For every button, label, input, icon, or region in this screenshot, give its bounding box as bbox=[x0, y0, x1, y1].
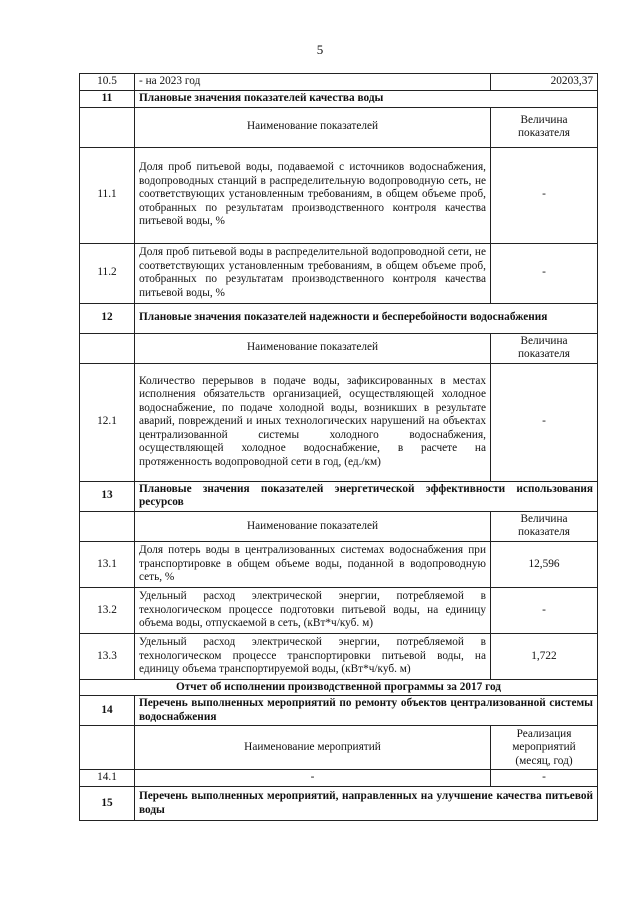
row-13-1 bbox=[80, 541, 598, 587]
empty-cell bbox=[80, 107, 135, 147]
row-value: - bbox=[491, 587, 598, 633]
row-value: 1,722 bbox=[491, 633, 598, 679]
section-number: 14 bbox=[80, 696, 135, 726]
section-11-row bbox=[80, 91, 598, 108]
row-14-1 bbox=[80, 770, 598, 787]
section-title: Перечень выполненных мероприятий, направленных на улучшение качества питьевой воды bbox=[135, 787, 598, 821]
row-10-5 bbox=[80, 74, 598, 91]
column-header-value: Величина показателя bbox=[491, 511, 598, 541]
row-value: 20203,37 bbox=[491, 74, 598, 91]
section-title: Плановые значения показателей качества воды bbox=[135, 91, 598, 108]
row-number: 13.1 bbox=[80, 541, 135, 587]
section-number: 11 bbox=[80, 91, 135, 108]
section-13-row bbox=[80, 481, 598, 511]
section-title: Плановые значения показателей надежности и бесперебойности водоснабжения bbox=[135, 303, 598, 333]
row-value: - bbox=[491, 243, 598, 303]
section-number: 12 bbox=[80, 303, 135, 333]
section-14-row bbox=[80, 696, 598, 726]
row-text: Удельный расход электрической энергии, потребляемой в технологическом процессе подготовки питьевой воды, на единицу объема воды, отпускаемой в сеть, (кВт*ч/куб. м) bbox=[135, 587, 491, 633]
empty-cell bbox=[80, 333, 135, 363]
section-number: 13 bbox=[80, 481, 135, 511]
row-11-2 bbox=[80, 243, 598, 303]
row-value: - bbox=[491, 147, 598, 243]
row-label: - на 2023 год bbox=[135, 74, 491, 91]
empty-cell bbox=[80, 511, 135, 541]
row-number: 12.1 bbox=[80, 363, 135, 481]
row-number: 10.5 bbox=[80, 74, 135, 91]
section-15-row bbox=[80, 787, 598, 821]
row-13-3 bbox=[80, 633, 598, 679]
empty-cell bbox=[80, 726, 135, 770]
column-header-name: Наименование показателей bbox=[135, 333, 491, 363]
section-title: Перечень выполненных мероприятий по ремонту объектов централизованной системы водоснабжения bbox=[135, 696, 598, 726]
row-text: - bbox=[135, 770, 491, 787]
column-header-value: Величина показателя bbox=[491, 333, 598, 363]
header-row-11 bbox=[80, 107, 598, 147]
row-text: Доля проб питьевой воды в распределительной водопроводной сети, не соответствующих установленным требованиям, в общем объеме проб, отобранных по результатам производственного контроля качества питьевой воды, % bbox=[135, 243, 491, 303]
row-12-1 bbox=[80, 363, 598, 481]
row-value: - bbox=[491, 363, 598, 481]
header-row-14 bbox=[80, 726, 598, 770]
column-header-value: Реализация мероприятий (месяц, год) bbox=[491, 726, 598, 770]
header-row-13 bbox=[80, 511, 598, 541]
row-value: 12,596 bbox=[491, 541, 598, 587]
header-row-12 bbox=[80, 333, 598, 363]
row-13-2 bbox=[80, 587, 598, 633]
row-number: 13.3 bbox=[80, 633, 135, 679]
section-number: 15 bbox=[80, 787, 135, 821]
row-text: Удельный расход электрической энергии, потребляемой в технологическом процессе транспортировки питьевой воды, на единицу объема транспортируемой воды, (кВт*ч/куб. м) bbox=[135, 633, 491, 679]
column-header-value: Величина показателя bbox=[491, 107, 598, 147]
row-11-1 bbox=[80, 147, 598, 243]
column-header-name: Наименование показателей bbox=[135, 511, 491, 541]
row-text: Доля проб питьевой воды, подаваемой с источников водоснабжения, водопроводных станций в распределительную водопроводную сеть, не соответствующих установленным требованиям, в общем объеме проб, отобранных по результатам производственного контроля качества питьевой воды, % bbox=[135, 147, 491, 243]
row-text: Доля потерь воды в централизованных системах водоснабжения при транспортировке в общем объеме воды, поданной в водопроводную сеть, % bbox=[135, 541, 491, 587]
page-number: 5 bbox=[316, 42, 324, 57]
row-value: - bbox=[491, 770, 598, 787]
report-title: Отчет об исполнении производственной программы за 2017 год bbox=[80, 679, 598, 696]
row-number: 13.2 bbox=[80, 587, 135, 633]
program-table bbox=[79, 73, 598, 821]
section-title: Плановые значения показателей энергетической эффективности использования ресурсов bbox=[135, 481, 598, 511]
report-row bbox=[80, 679, 598, 696]
row-number: 11.2 bbox=[80, 243, 135, 303]
column-header-name: Наименование показателей bbox=[135, 107, 491, 147]
row-number: 11.1 bbox=[80, 147, 135, 243]
column-header-name: Наименование мероприятий bbox=[135, 726, 491, 770]
row-number: 14.1 bbox=[80, 770, 135, 787]
row-text: Количество перерывов в подаче воды, зафиксированных в местах исполнения обязательств организацией, осуществляющей холодное водоснабжение, по подаче холодной воды, возникших в результате аварий, повреждений и иных технологических нарушений на объектах централизованной системы холодного водоснабжения, осуществляющей холодное водоснабжение, в расчете на протяженность водопроводной сети в год, (ед./км) bbox=[135, 363, 491, 481]
section-12-row bbox=[80, 303, 598, 333]
